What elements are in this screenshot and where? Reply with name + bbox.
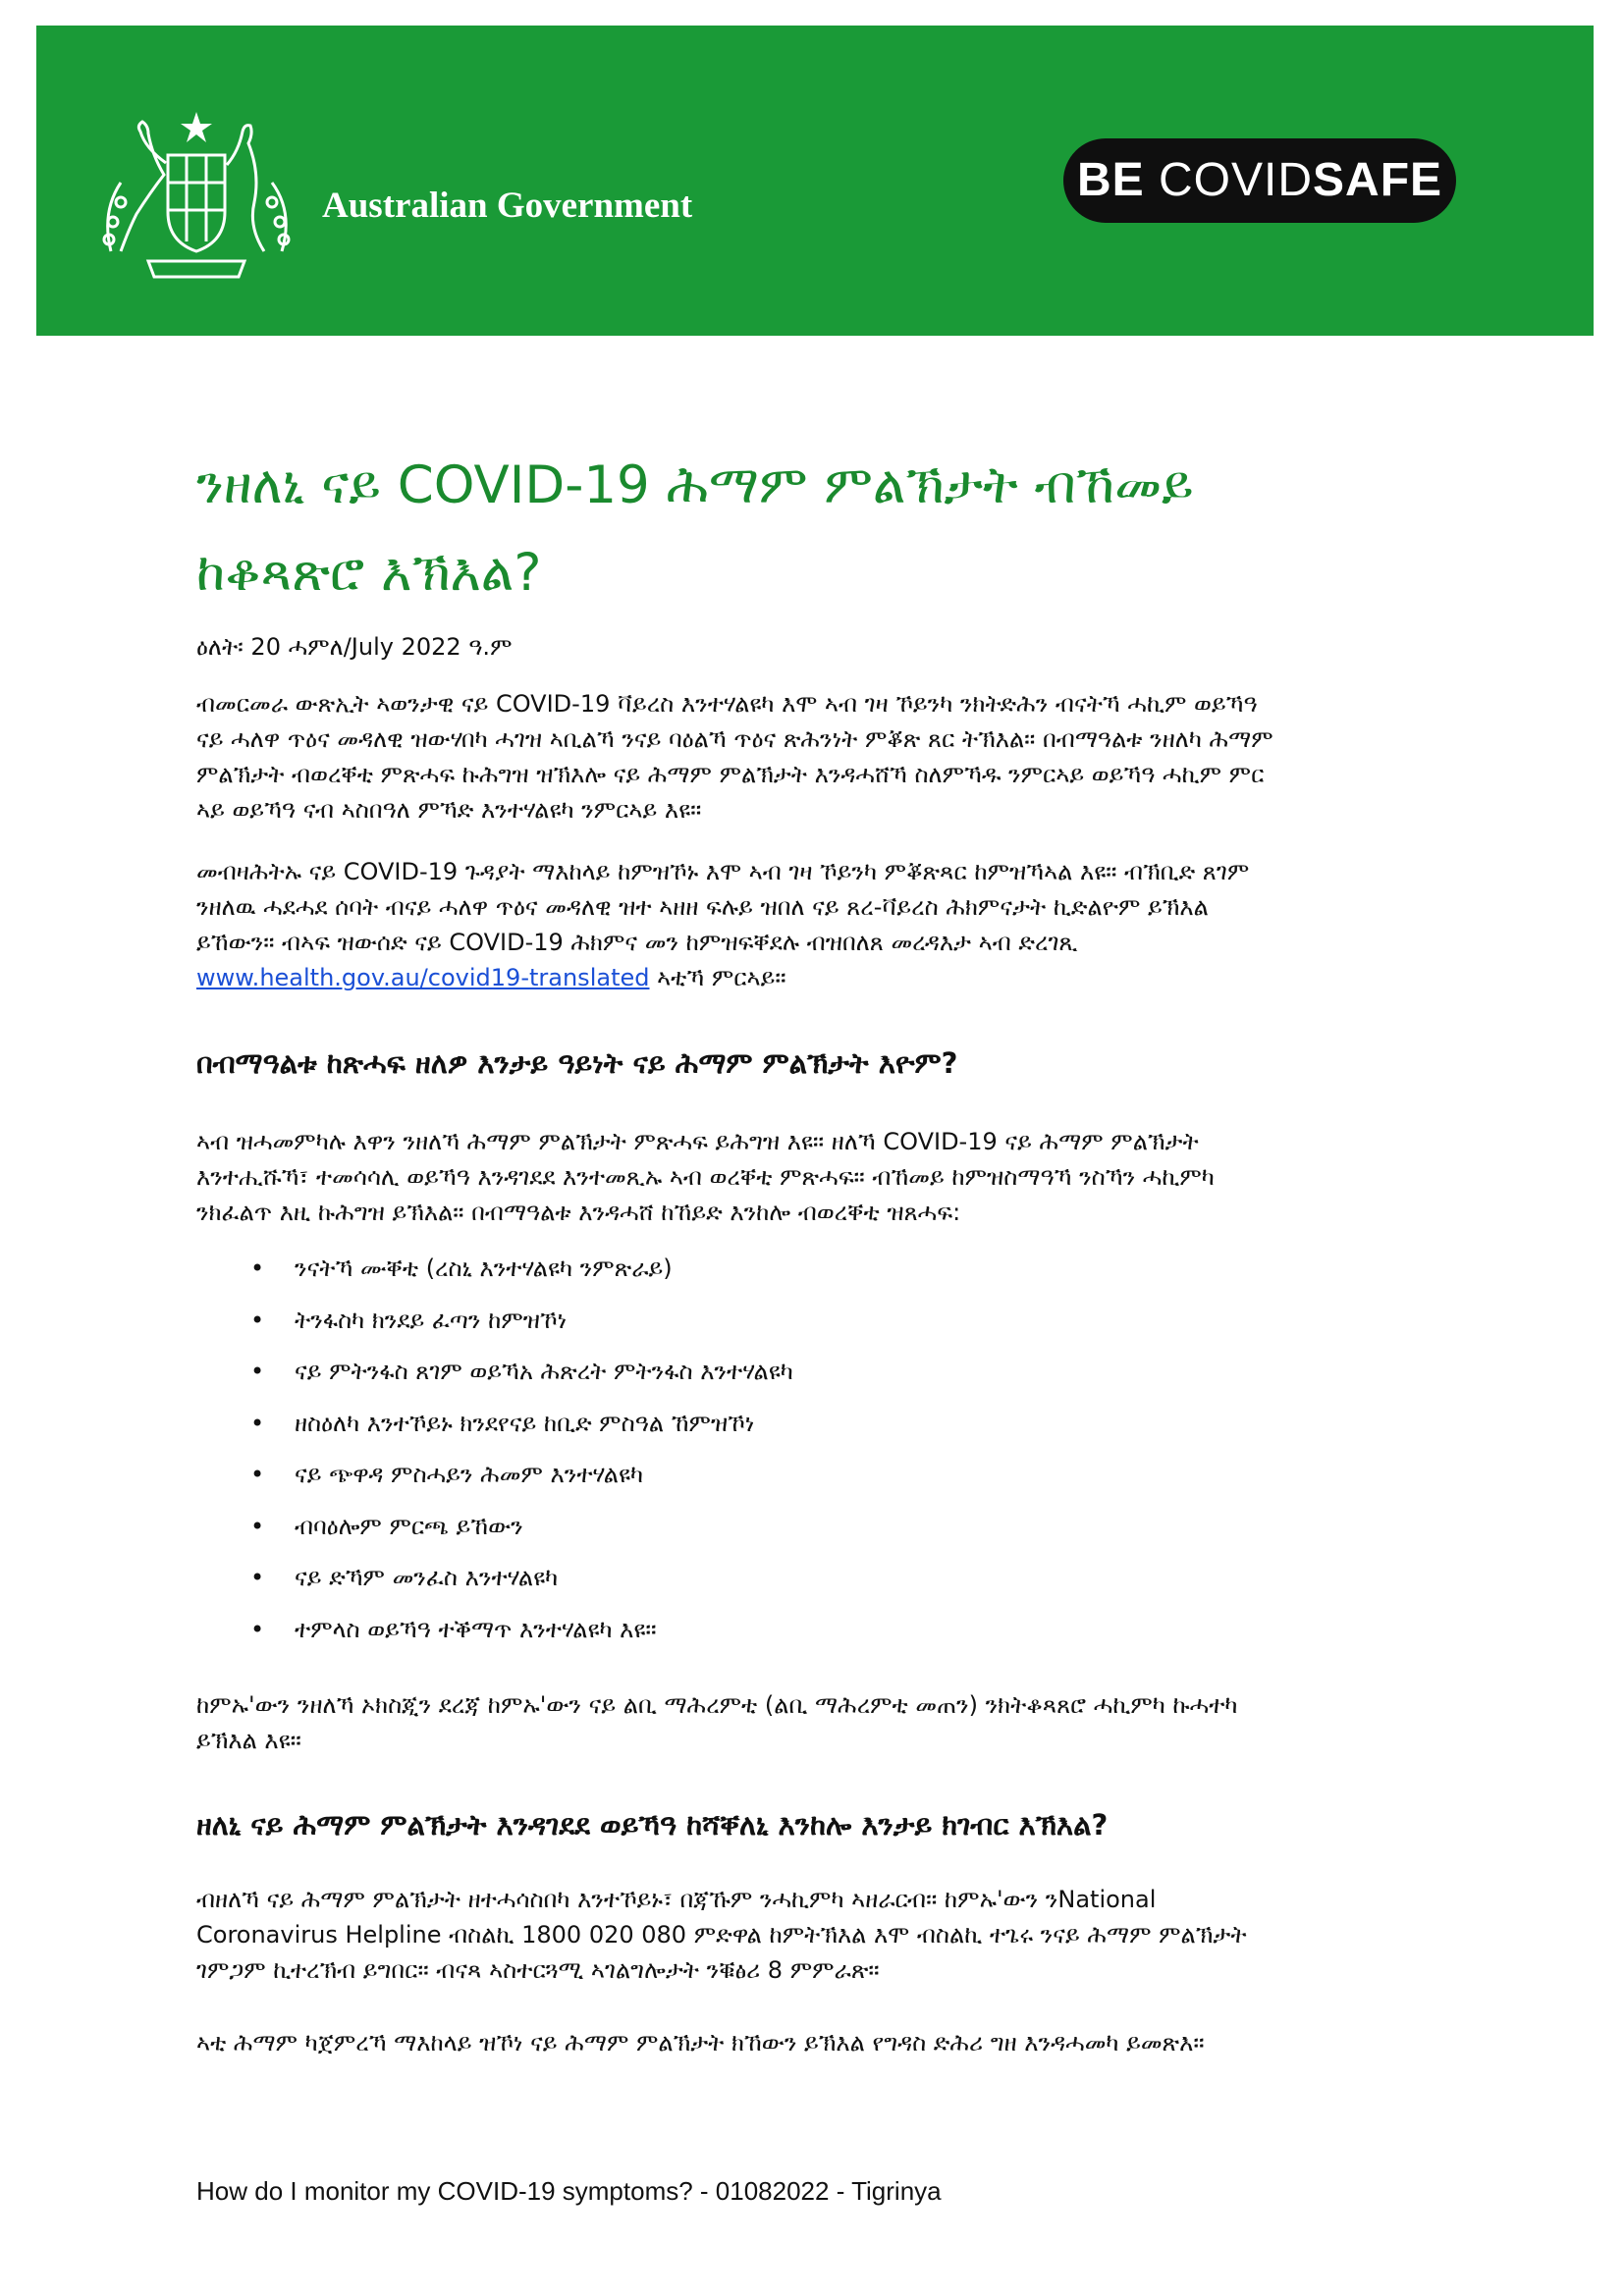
paragraph-3-line: እንተሒሹኻ፣ ተመሳሳሊ ወይኻዓ እንዳገደደ እንተመጺኡ ኣብ ወረቐቲ ምጽሓፍ። ብኸመይ ከምዝስማዓኻ ንስኻን ሓኪምካ: [196, 1163, 1215, 1191]
section-heading-1: በብማዓልቱ ከጽሓፍ ዘለዎ እንታይ ዓይነት ናይ ሕማም ምልኽታት እዮም?: [196, 1046, 958, 1080]
list-item: [196, 1398, 1434, 1450]
list-item-text: ትንፋስካ ክንደይ ፈጣን ከምዝኾነ: [295, 1306, 568, 1334]
paragraph-1-line: ምልኽታት ብወረቐቲ ምጽሓፍ ኩሕግዝ ዝኽእሎ ናይ ሕማም ምልኽታት እንዳሓሸኻ ስለምኻዱ ንምርኣይ ወይኻዓ ሓኪም ምር: [196, 761, 1265, 788]
paragraph-2-line: መብዛሕትኡ ናይ COVID-19 ጉዳያት ማእከላይ ከምዝኾኑ እሞ ኣብ ገዛ ኾይንካ ምቖጽጻር ከምዝኻኣል እዩ። ብኽቢድ ጸገም: [196, 858, 1250, 885]
coat-of-arms-icon: [91, 104, 302, 291]
paragraph-4-line: ይኽእል እዩ።: [196, 1727, 301, 1754]
list-item-text: ናይ ድኻም መንፈስ እንተሃልዩካ: [295, 1564, 559, 1591]
paragraph-1-line: ናይ ሓለዋ ጥዕና መዳለዊ ዝውሃበካ ሓገዝ ኣቢልኻ ንናይ ባዕልኻ ጥዕና ጽሕንነት ምቖጽ ጸር ትኽእል። በብማዓልቱ ንዘለካ ሕማም: [196, 725, 1273, 753]
header-banner: [36, 26, 1594, 336]
list-item: [196, 1501, 1434, 1553]
list-item: [196, 1295, 1434, 1347]
symptom-list: [196, 1243, 1434, 1655]
bullet-icon: •: [250, 1564, 265, 1591]
list-item-text: ናይ ምትንፋስ ጸገም ወይኻአ ሕጽረት ምትንፋስ እንተሃልዩካ: [295, 1358, 793, 1385]
paragraph-4-line: ከምኡ'ውን ንዘለኻ ኦክስጂን ደረጃ ከምኡ'ውን ናይ ልቢ ማሕረምቲ (ልቢ ማሕረምቲ መጠን) ንክትቆጻጸሮ ሓኪምካ ኩሓተካ: [196, 1691, 1238, 1719]
list-item-text: ተምላስ ወይኻዓ ተቕማጥ እንተሃልዩካ እዩ።: [295, 1615, 657, 1643]
paragraph-2-line-4: [196, 960, 1434, 995]
list-item: [196, 1552, 1434, 1604]
date-line: ዕለት፡ 20 ሓምለ/July 2022 ዓ.ም: [196, 633, 513, 661]
title-line-1: ንዘለኒ ናይ COVID-19 ሕማም ምልኽታት ብኸመይ: [196, 455, 1194, 515]
government-name: Australian Government: [322, 186, 693, 226]
bullet-icon: •: [250, 1409, 265, 1437]
list-item-text: ዘስዕለካ እንተኾይኑ ክንደየናይ ከቢድ ምስዓል ኸምዝኾነ: [295, 1409, 755, 1437]
paragraph-2: [196, 854, 1434, 995]
paragraph-4: [196, 1687, 1434, 1758]
paragraph-2-line: ንዘለዉ ሓደሓደ ሰባት ብናይ ሓለዋ ጥዕና መዳለዊ ዝተ ኣዘዘ ፍሉይ ዝበለ ናይ ጸረ-ቫይረስ ሕክምናታት ኪድልዮም ይኽእል: [196, 893, 1209, 921]
list-item-text: ንናትኻ ሙቐቲ (ረስኒ እንተሃልዩካ ንምጽራይ): [295, 1255, 673, 1282]
health-website-link[interactable]: www.health.gov.au/covid19-translated: [196, 964, 650, 991]
badge-word-be: BE: [1076, 154, 1145, 206]
paragraph-1-line: ብመርመራ ውጽኢት ኣወንታዊ ናይ COVID-19 ቫይረስ እንተሃልዩካ እሞ ኣብ ገዛ ኾይንካ ንክትድሕን ብናትኻ ሓኪም ወይኻዓ: [196, 690, 1258, 718]
paragraph-5: [196, 1882, 1434, 1988]
badge-word-covid: COVID: [1159, 154, 1314, 206]
footer-text: How do I monitor my COVID-19 symptoms? - 01082022 - Tigrinya: [196, 2176, 942, 2206]
badge-word-safe: SAFE: [1313, 154, 1443, 206]
paragraph-1-line: ኣይ ወይኻዓ ናብ ኣስበዓለ ምኻድ እንተሃልዩካ ንምርኣይ እዩ።: [196, 796, 702, 824]
list-item-text: ናይ ጭዋዳ ምስሓይን ሕመም እንተሃልዩካ: [295, 1461, 644, 1488]
bullet-icon: •: [250, 1461, 265, 1488]
paragraph-3-line: ኣብ ዝሓመምካሉ እዋን ንዘለኻ ሕማም ምልኽታት ምጽሓፍ ይሕግዝ እዩ። ዘለኻ COVID-19 ናይ ሕማም ምልኽታት: [196, 1128, 1199, 1155]
bullet-icon: •: [250, 1255, 265, 1282]
bullet-icon: •: [250, 1512, 265, 1540]
list-item: [196, 1449, 1434, 1501]
document-title: [196, 442, 1434, 616]
list-item-text: ብባዕሎም ምርጫ ይኸውን: [295, 1512, 523, 1540]
paragraph-5-line: ገምጋም ኪተረኽብ ይግበር። ብናጻ ኣስተርጓሚ ኣገልግሎታት ንቑፅሪ 8 ምምራጽ።: [196, 1956, 880, 1984]
title-line-2: ከቆጻጽሮ እኽእል?: [196, 543, 542, 603]
paragraph-1: [196, 686, 1434, 828]
paragraph-2-line: ይኸውን። ብኣፍ ዝውሰድ ናይ COVID-19 ሕክምና መን ከምዝፍቐደሉ ብዝበለጸ መረዳእታ ኣብ ድረገጺ: [196, 929, 1078, 956]
link-trailing-text: ኣቲኻ ምርኣይ።: [649, 964, 786, 991]
bullet-icon: •: [250, 1358, 265, 1385]
bullet-icon: •: [250, 1306, 265, 1334]
list-item: [196, 1243, 1434, 1295]
list-item: [196, 1604, 1434, 1656]
list-item: [196, 1346, 1434, 1398]
section-heading-2: ዘለኒ ናይ ሕማም ምልኽታት እንዳገደደ ወይኻዓ ከሻቐለኒ እንከሎ እንታይ ክገብር እኽእል?: [196, 1808, 1109, 1842]
bullet-icon: •: [250, 1615, 265, 1643]
be-covidsafe-badge: [1063, 138, 1456, 223]
paragraph-6: ኣቲ ሕማም ካጀምረኻ ማእከላይ ዝኾነ ናይ ሕማም ምልኽታት ክኸውን ይኽእል የግዳስ ድሕሪ ግዘ እንዳሓመካ ይመጽእ።: [196, 2029, 1205, 2056]
paragraph-3-line: ንክፈልጥ እዚ ኩሕግዝ ይኽእል። በብማዓልቱ እንዳሓሸ ከኸይድ እንከሎ ብወረቐቲ ዝጸሓፍ:: [196, 1199, 961, 1226]
paragraph-5-line: Coronavirus Helpline ብስልኪ 1800 020 080 ምድዋል ከምትኽእል እሞ ብስልኪ ተጌሩ ንናይ ሕማም ምልኽታት: [196, 1921, 1247, 1949]
paragraph-5-line: ብዘለኻ ናይ ሕማም ምልኽታት ዘተሓሳስበካ እንተኾይኑ፣ በጃኹም ንሓኪምካ ኣዘራርብ። ከምኡ'ውን ንNational: [196, 1886, 1157, 1913]
paragraph-3: [196, 1124, 1434, 1230]
